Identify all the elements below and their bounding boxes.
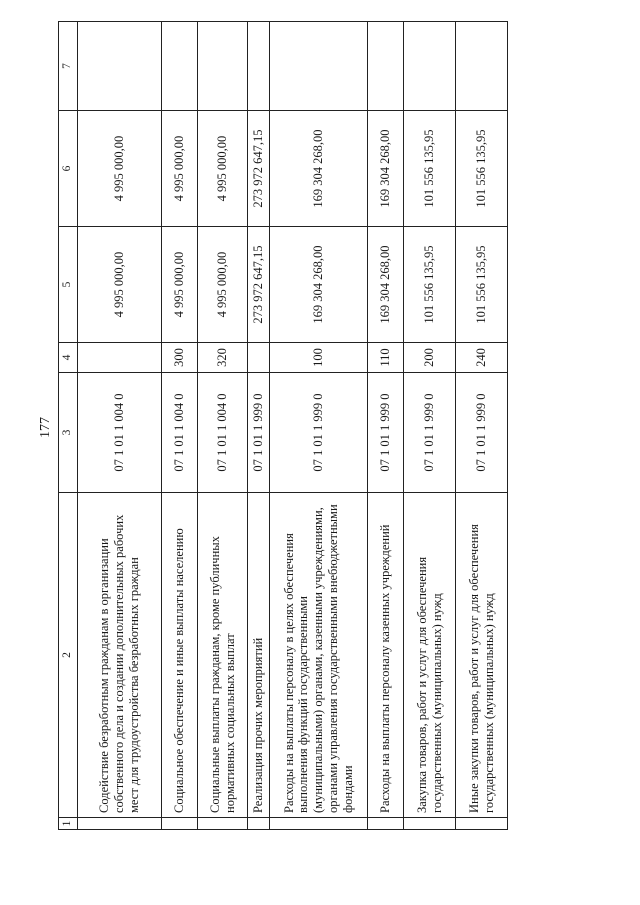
item-name-cell: Расходы на выплаты персоналу в целях обеспечения выполнения функций государственными (муниципальными) органами, казенными учреждениями, органами управления государственными внебюджетными фондами — [270, 493, 368, 818]
table-row — [248, 22, 270, 830]
target-code-cell: 07 1 01 1 004 0 — [198, 373, 248, 493]
amount-cell: 101 556 135,95 — [404, 111, 456, 227]
header-col-7: 7 — [59, 22, 78, 111]
header-col-4: 4 — [59, 343, 78, 373]
amount-cell: 4 995 000,00 — [78, 111, 162, 227]
row-number-cell — [78, 818, 162, 830]
amount-cell: 169 304 268,00 — [368, 111, 404, 227]
empty-cell — [248, 22, 270, 111]
table-row — [78, 22, 162, 830]
amount-cell: 4 995 000,00 — [78, 227, 162, 343]
empty-cell — [456, 22, 508, 111]
target-code-cell: 07 1 01 1 999 0 — [368, 373, 404, 493]
amount-cell: 273 972 647,15 — [248, 227, 270, 343]
amount-cell: 4 995 000,00 — [198, 227, 248, 343]
row-number-cell — [162, 818, 198, 830]
row-number-cell — [404, 818, 456, 830]
table-row — [198, 22, 248, 830]
amount-cell: 101 556 135,95 — [404, 227, 456, 343]
item-name-cell: Содействие безработным гражданам в организации собственного дела и создании дополнительных рабочих мест для трудоустройства безработных граждан — [78, 493, 162, 818]
table-row — [368, 22, 404, 830]
amount-cell: 101 556 135,95 — [456, 111, 508, 227]
expense-type-cell: 110 — [368, 343, 404, 373]
header-col-1: 1 — [59, 818, 78, 830]
expense-type-cell: 240 — [456, 343, 508, 373]
amount-cell: 4 995 000,00 — [162, 227, 198, 343]
target-code-cell: 07 1 01 1 004 0 — [78, 373, 162, 493]
expense-type-cell: 300 — [162, 343, 198, 373]
target-code-cell: 07 1 01 1 999 0 — [270, 373, 368, 493]
header-col-6: 6 — [59, 111, 78, 227]
page-number: 177 — [38, 417, 53, 438]
amount-cell: 273 972 647,15 — [248, 111, 270, 227]
table-row — [404, 22, 456, 830]
row-number-cell — [456, 818, 508, 830]
header-col-3: 3 — [59, 373, 78, 493]
target-code-cell: 07 1 01 1 999 0 — [456, 373, 508, 493]
empty-cell — [368, 22, 404, 111]
header-col-2: 2 — [59, 493, 78, 818]
row-number-cell — [248, 818, 270, 830]
expense-type-cell: 200 — [404, 343, 456, 373]
target-code-cell: 07 1 01 1 999 0 — [404, 373, 456, 493]
empty-cell — [162, 22, 198, 111]
expense-type-cell — [78, 343, 162, 373]
budget-table-wrapper — [58, 22, 498, 830]
amount-cell: 4 995 000,00 — [162, 111, 198, 227]
item-name-cell: Закупка товаров, работ и услуг для обеспечения государственных (муниципальных) нужд — [404, 493, 456, 818]
empty-cell — [78, 22, 162, 111]
expense-type-cell — [248, 343, 270, 373]
item-name-cell: Расходы на выплаты персоналу казенных учреждений — [368, 493, 404, 818]
amount-cell: 169 304 268,00 — [270, 227, 368, 343]
item-name-cell: Иные закупки товаров, работ и услуг для обеспечения государственных (муниципальных) нужд — [456, 493, 508, 818]
amount-cell: 4 995 000,00 — [198, 111, 248, 227]
empty-cell — [270, 22, 368, 111]
item-name-cell: Реализация прочих мероприятий — [248, 493, 270, 818]
empty-cell — [404, 22, 456, 111]
row-number-cell — [270, 818, 368, 830]
header-col-5: 5 — [59, 227, 78, 343]
empty-cell — [198, 22, 248, 111]
budget-table — [58, 21, 508, 830]
header-row — [59, 22, 78, 830]
table-row — [456, 22, 508, 830]
target-code-cell: 07 1 01 1 004 0 — [162, 373, 198, 493]
row-number-cell — [368, 818, 404, 830]
table-row — [270, 22, 368, 830]
target-code-cell: 07 1 01 1 999 0 — [248, 373, 270, 493]
table-row — [162, 22, 198, 830]
item-name-cell: Социальное обеспечение и иные выплаты населению — [162, 493, 198, 818]
amount-cell: 169 304 268,00 — [368, 227, 404, 343]
row-number-cell — [198, 818, 248, 830]
expense-type-cell: 320 — [198, 343, 248, 373]
amount-cell: 101 556 135,95 — [456, 227, 508, 343]
amount-cell: 169 304 268,00 — [270, 111, 368, 227]
expense-type-cell: 100 — [270, 343, 368, 373]
item-name-cell: Социальные выплаты гражданам, кроме публичных нормативных социальных выплат — [198, 493, 248, 818]
